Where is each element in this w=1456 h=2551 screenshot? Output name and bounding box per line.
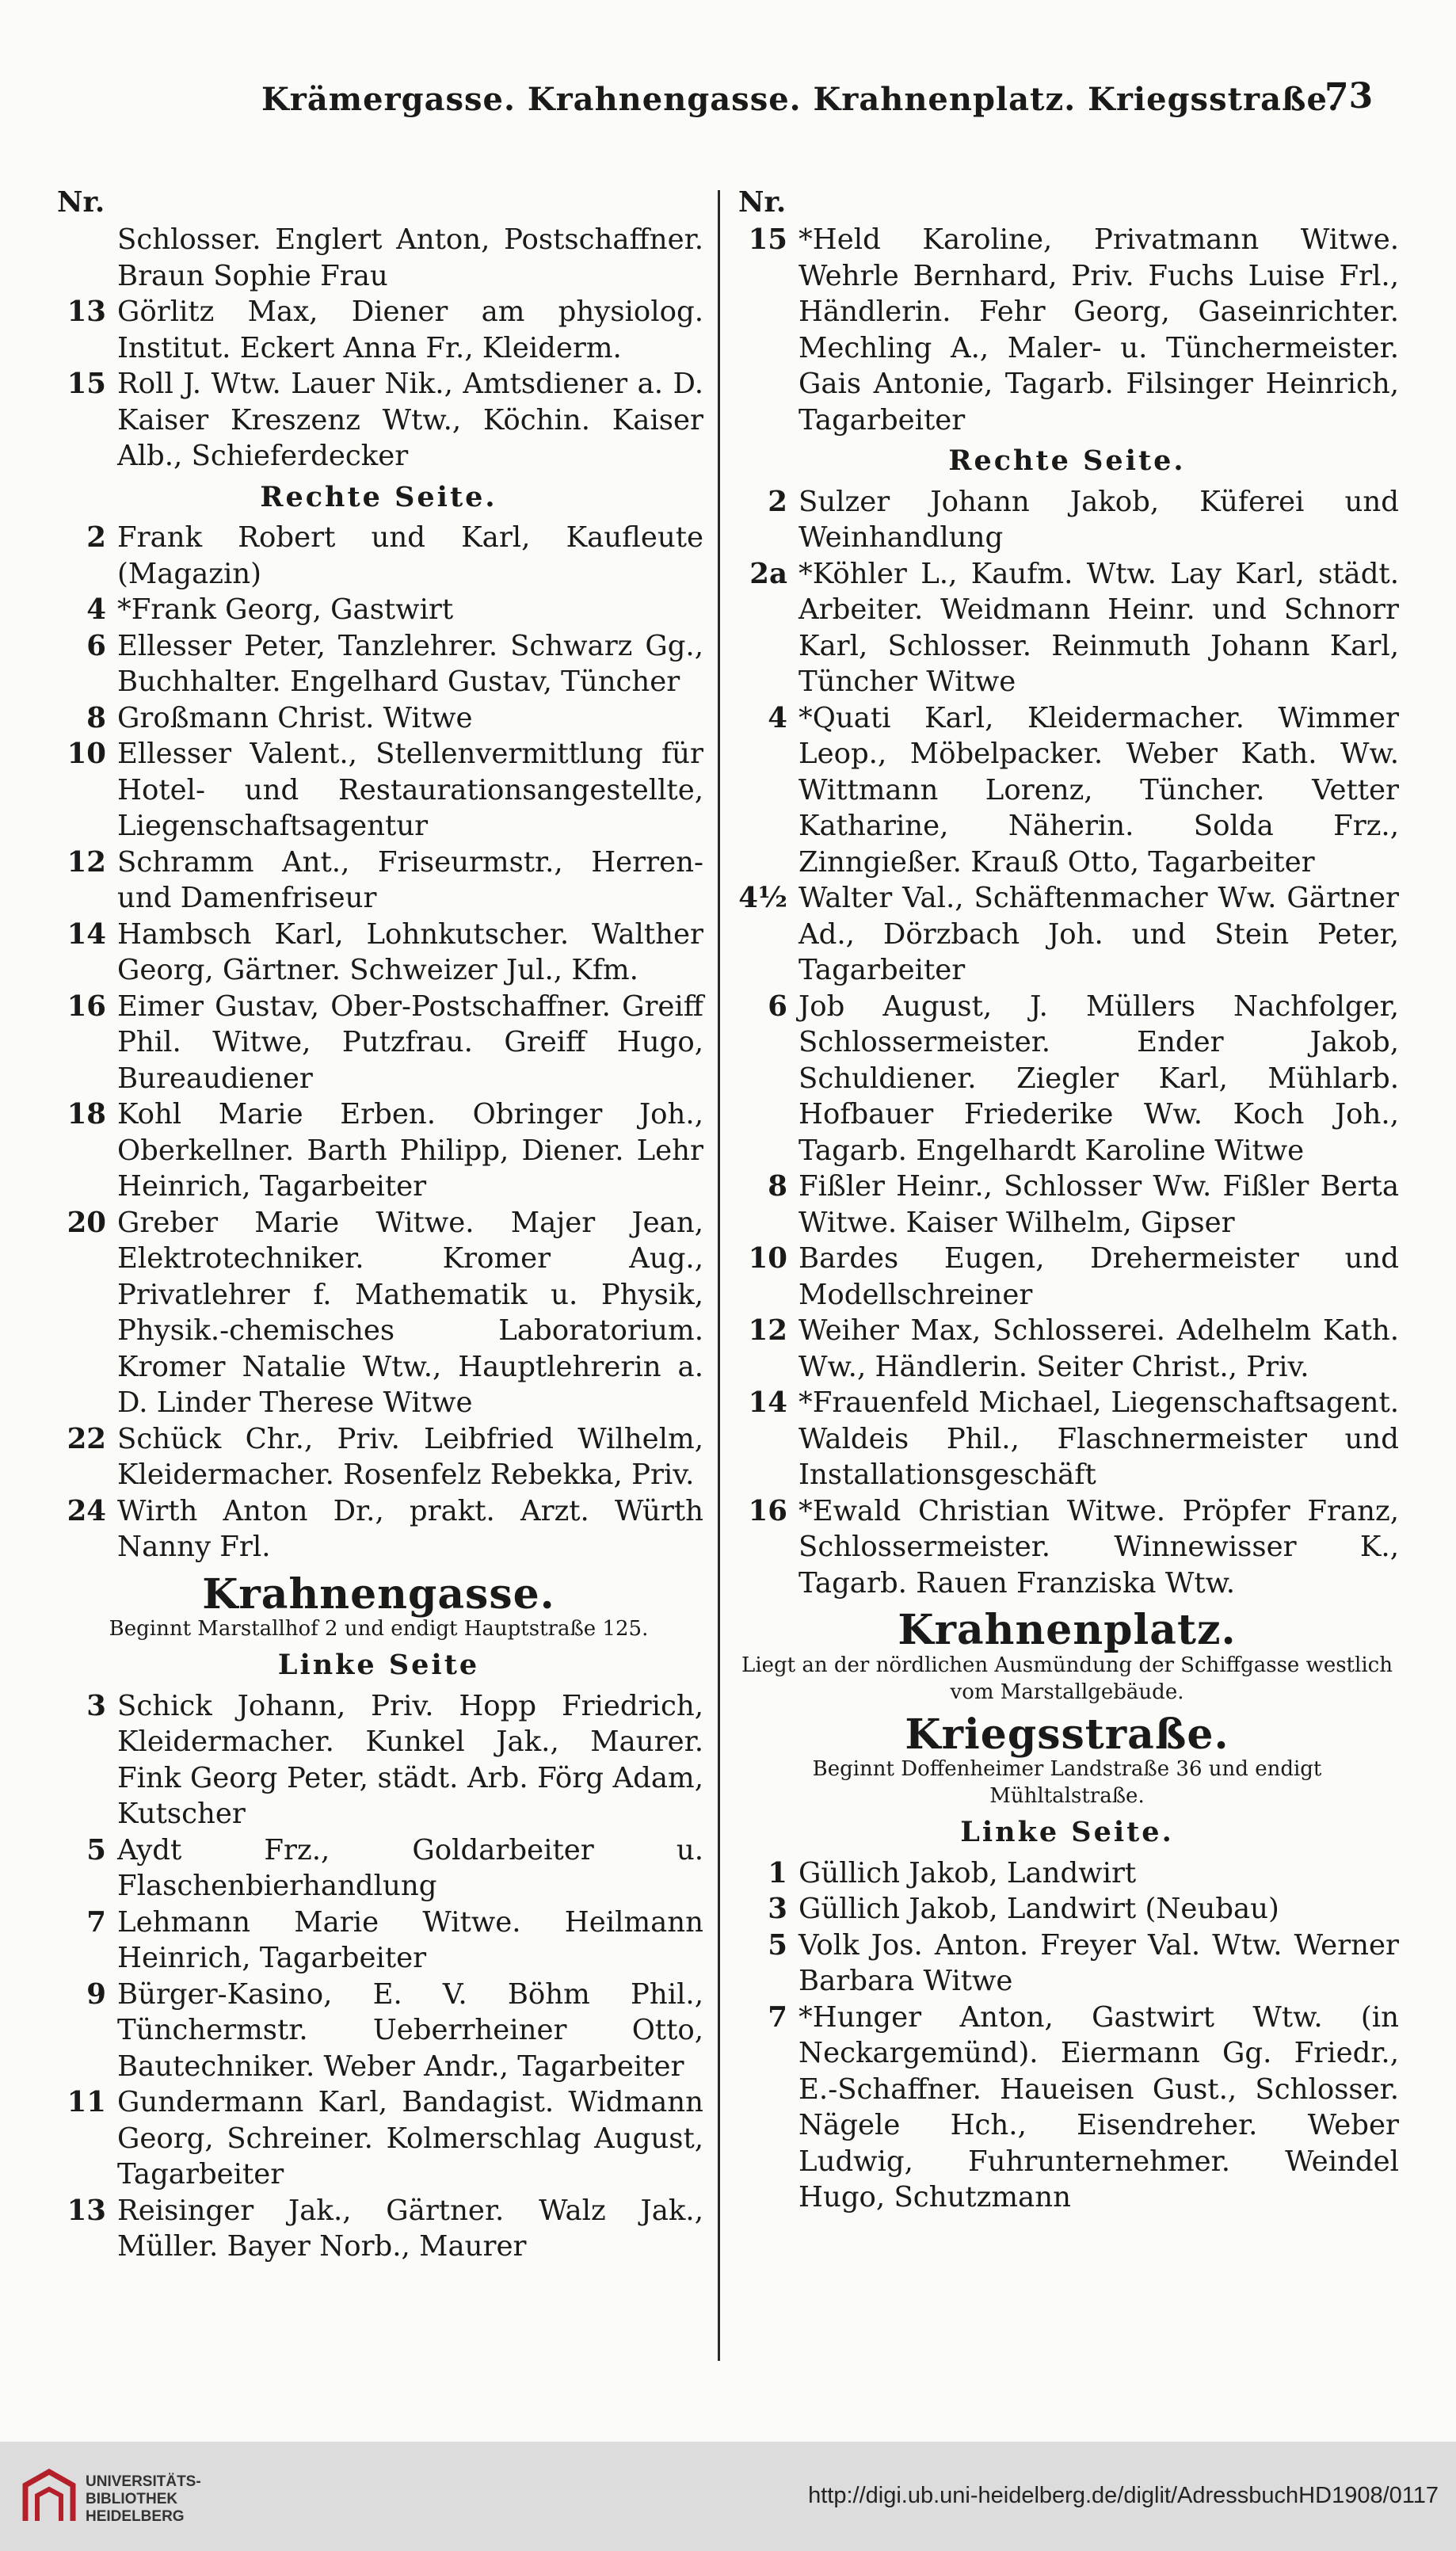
resident-text: *Frauenfeld Michael, Liegenschaftsagent. Waldeis Phil., Flaschnermeister und Installationsgeschäft — [799, 1386, 1399, 1491]
left-column — [54, 184, 703, 2265]
house-number: 3 — [86, 1689, 106, 1722]
house-number: 15 — [67, 368, 106, 400]
resident-text: *Ewald Christian Witwe. Pröpfer Franz, Schlossermeister. Winnewisser K., Tagarb. Rauen Franziska Wtw. — [799, 1494, 1399, 1600]
address-entry — [54, 366, 703, 475]
resident-text: Görlitz Max, Diener am physiolog. Institut. Eckert Anna Fr., Kleiderm. — [117, 296, 703, 364]
resident-text: Weiher Max, Schlosserei. Adelhelm Kath. Ww., Händlerin. Seiter Christ., Priv. — [799, 1314, 1399, 1383]
address-entry — [735, 1493, 1399, 1602]
address-entry — [735, 222, 1399, 438]
address-entry — [54, 1421, 703, 1493]
library-logo-text — [86, 2473, 201, 2526]
house-number: 24 — [67, 1494, 106, 1527]
address-entry — [735, 1241, 1399, 1313]
house-number: 6 — [86, 629, 106, 662]
address-entry — [735, 880, 1399, 989]
house-number: 18 — [67, 1098, 106, 1131]
address-entry — [54, 1688, 703, 1832]
house-number: 13 — [67, 296, 106, 328]
resident-text: Güllich Jakob, Landwirt (Neubau) — [799, 1893, 1279, 1925]
street-title: Krahnenplatz. — [898, 1606, 1237, 1654]
house-number: 4 — [86, 593, 106, 626]
resident-text: Hambsch Karl, Lohnkutscher. Walther Georg, Gärtner. Schweizer Jul., Kfm. — [117, 917, 703, 986]
logo-line: BIBLIOTHEK — [86, 2491, 178, 2507]
running-head: Krämergasse. Krahnengasse. Krahnenplatz. Kriegsstraße. — [261, 81, 1340, 118]
address-entry — [54, 1205, 703, 1421]
column-divider — [718, 190, 720, 2361]
resident-text: Bürger-Kasino, E. V. Böhm Phil., Tünchermstr. Ueberrheiner Otto, Bautechniker. Weber Andr., Tagarbeiter — [117, 1977, 703, 2083]
address-entry — [54, 1905, 703, 1977]
resident-text: Fißler Heinr., Schlosser Ww. Fißler Berta Witwe. Kaiser Wilhelm, Gipser — [799, 1170, 1399, 1239]
house-number: 7 — [86, 1905, 106, 1939]
house-number: 4½ — [738, 882, 787, 914]
resident-text: Frank Robert und Karl, Kaufleute (Magazin) — [117, 521, 703, 590]
library-logo-icon — [17, 2465, 81, 2529]
resident-text: *Hunger Anton, Gastwirt Wtw. (in Neckargemünd). Eiermann Gg. Friedr., E.-Schaffner. Haueisen Gust., Schlosser. Nägele Hch., Eisendreher. Weber Ludwig, Fuhrunternehmer. Weindel Hugo, Schutzmann — [799, 2000, 1399, 2214]
resident-text: Gundermann Karl, Bandagist. Widmann Georg, Schreiner. Kolmerschlag August, Tagarbeiter — [117, 2086, 703, 2191]
address-entry — [735, 989, 1399, 1169]
resident-text: Bardes Eugen, Drehermeister und Modellschreiner — [799, 1242, 1399, 1311]
side-label: Linke Seite — [277, 1649, 480, 1681]
address-entry — [735, 1169, 1399, 1241]
house-number: 10 — [748, 1242, 787, 1275]
address-entry — [735, 700, 1399, 881]
address-entry — [54, 294, 703, 366]
resident-text: Güllich Jakob, Landwirt — [799, 1856, 1137, 1889]
address-entry — [54, 989, 703, 1097]
entry-list — [54, 222, 703, 475]
resident-text: Ellesser Valent., Stellenvermittlung für Hotel- und Restaurationsangestellte, Liegenschaftsagentur — [117, 738, 703, 842]
address-entry — [54, 1832, 703, 1905]
house-number: 12 — [67, 845, 106, 879]
address-entry — [54, 2084, 703, 2193]
address-entry — [54, 736, 703, 845]
address-entry — [54, 845, 703, 917]
street-note: Liegt an der nördlichen Ausmündung der Schiffgasse westlich vom Marstallgebäude. — [741, 1653, 1393, 1704]
address-entry — [54, 222, 703, 294]
house-number: 11 — [67, 2086, 106, 2118]
page-header — [0, 76, 1456, 128]
street-title: Kriegsstraße. — [905, 1710, 1229, 1759]
resident-text: Aydt Frz., Goldarbeiter u. Flaschenbierhandlung — [117, 1833, 703, 1902]
resident-text: Ellesser Peter, Tanzlehrer. Schwarz Gg., Buchhalter. Engelhard Gustav, Tüncher — [117, 629, 703, 698]
house-number: 2 — [86, 521, 106, 554]
house-number: 15 — [748, 223, 787, 256]
resident-text: Job August, J. Müllers Nachfolger, Schlossermeister. Ender Jakob, Schuldiener. Ziegler Karl, Mühlarb. Hofbauer Friederike Ww. Koch Joh., Tagarb. Engelhardt Karoline Witwe — [799, 990, 1399, 1167]
house-number: 5 — [86, 1833, 106, 1867]
address-entry — [54, 1493, 703, 1565]
address-entry — [735, 1928, 1399, 2000]
entry-list — [54, 1688, 703, 2265]
resident-text: Eimer Gustav, Ober-Postschaffner. Greiff Phil. Witwe, Putzfrau. Greiff Hugo, Bureaudiener — [117, 990, 703, 1095]
street-note: Beginnt Marstallhof 2 und endigt Hauptstraße 125. — [109, 1617, 649, 1641]
side-label: Rechte Seite. — [948, 444, 1186, 477]
resident-text: Volk Jos. Anton. Freyer Val. Wtw. Werner Barbara Witwe — [799, 1928, 1399, 1997]
street-title: Krahnengasse. — [202, 1569, 555, 1619]
source-url-link[interactable]: http://digi.ub.uni-heidelberg.de/diglit/AdressbuchHD1908/0117 — [808, 2483, 1439, 2508]
house-number: 12 — [748, 1314, 787, 1347]
resident-text: *Frank Georg, Gastwirt — [117, 593, 454, 626]
address-entry — [54, 1977, 703, 2085]
house-number: 20 — [67, 1206, 106, 1239]
address-entry — [54, 628, 703, 700]
entry-list — [735, 222, 1399, 438]
resident-text: Schück Chr., Priv. Leibfried Wilhelm, Kleidermacher. Rosenfelz Rebekka, Priv. — [117, 1422, 703, 1491]
address-entry — [54, 700, 703, 737]
side-label: Linke Seite. — [960, 1816, 1174, 1848]
logo-line: UNIVERSITÄTS- — [86, 2473, 201, 2490]
house-number: 7 — [768, 2000, 787, 2034]
house-number: 10 — [67, 738, 106, 770]
house-number: 22 — [67, 1422, 106, 1455]
house-number: 1 — [768, 1856, 787, 1889]
house-number: 6 — [768, 990, 787, 1023]
resident-text: Kohl Marie Erben. Obringer Joh., Oberkellner. Barth Philipp, Diener. Lehr Heinrich, Tagarbeiter — [117, 1098, 703, 1203]
resident-text: Lehmann Marie Witwe. Heilmann Heinrich, Tagarbeiter — [117, 1905, 703, 1974]
resident-text: Reisinger Jak., Gärtner. Walz Jak., Müller. Bayer Norb., Maurer — [117, 2194, 703, 2263]
entry-list — [54, 520, 703, 1565]
resident-text: Greber Marie Witwe. Majer Jean, Elektrotechniker. Kromer Aug., Privatlehrer f. Mathematik u. Physik, Physik.-chemisches Laboratorium. Kromer Natalie Wtw., Hauptlehrerin a. D. Linder Therese Witwe — [117, 1206, 703, 1419]
house-number: 8 — [86, 701, 106, 734]
address-entry — [54, 592, 703, 628]
address-entry — [735, 484, 1399, 556]
resident-text: Roll J. Wtw. Lauer Nik., Amtsdiener a. D. Kaiser Kreszenz Wtw., Köchin. Kaiser Alb., Schieferdecker — [117, 368, 703, 472]
viewer-footer — [0, 2442, 1456, 2551]
address-entry — [735, 1855, 1399, 1892]
street-note: Beginnt Doffenheimer Landstraße 36 und endigt Mühltalstraße. — [812, 1757, 1322, 1808]
resident-text: Schick Johann, Priv. Hopp Friedrich, Kleidermacher. Kunkel Jak., Maurer. Fink Georg Peter, städt. Arb. Förg Adam, Kutscher — [117, 1689, 703, 1830]
address-entry — [54, 2193, 703, 2265]
address-entry — [54, 520, 703, 592]
resident-text: *Quati Karl, Kleidermacher. Wimmer Leop., Möbelpacker. Weber Kath. Ww. Wittmann Lorenz, Tüncher. Vetter Katharine, Näherin. Solda Frz., Zinngießer. Krauß Otto, Tagarbeiter — [799, 701, 1399, 879]
resident-text: *Held Karoline, Privatmann Witwe. Wehrle Bernhard, Priv. Fuchs Luise Frl., Händlerin. Fehr Georg, Gaseinrichter. Mechling A., Maler- u. Tünchermeister. Gais Antonie, Tagarb. Filsinger Heinrich, Tagarbeiter — [799, 223, 1399, 437]
house-number: 14 — [748, 1386, 787, 1419]
address-entry — [54, 1096, 703, 1205]
address-entry — [54, 917, 703, 989]
entry-list — [735, 1855, 1399, 2216]
house-number: 2a — [749, 557, 787, 590]
house-number: 3 — [768, 1893, 787, 1925]
resident-text: Großmann Christ. Witwe — [117, 701, 473, 734]
house-number: 5 — [768, 1928, 787, 1962]
address-entry — [735, 1385, 1399, 1493]
side-label: Rechte Seite. — [260, 480, 497, 513]
nr-label: Nr. — [57, 186, 105, 219]
resident-text: Schramm Ant., Friseurmstr., Herren- und Damenfriseur — [117, 845, 703, 914]
resident-text: Schlosser. Englert Anton, Postschaffner. Braun Sophie Frau — [117, 223, 703, 292]
house-number: 13 — [67, 2194, 106, 2227]
house-number: 14 — [67, 917, 106, 951]
resident-text: Walter Val., Schäftenmacher Ww. Gärtner Ad., Dörzbach Joh. und Stein Peter, Tagarbeiter — [799, 882, 1399, 986]
resident-text: Sulzer Johann Jakob, Küferei und Weinhandlung — [799, 485, 1399, 554]
nr-label: Nr. — [738, 186, 787, 219]
address-entry — [735, 2000, 1399, 2216]
house-number: 2 — [768, 485, 787, 518]
house-number: 16 — [67, 990, 106, 1023]
address-entry — [735, 1891, 1399, 1928]
page-number: 73 — [1325, 76, 1374, 116]
address-entry — [735, 1313, 1399, 1385]
house-number: 9 — [86, 1977, 106, 2011]
logo-line: HEIDELBERG — [86, 2508, 185, 2525]
house-number: 16 — [748, 1494, 787, 1527]
entry-list — [735, 484, 1399, 1602]
house-number: 8 — [768, 1170, 787, 1203]
resident-text: *Köhler L., Kaufm. Wtw. Lay Karl, städt. Arbeiter. Weidmann Heinr. und Schnorr Karl, Schlosser. Reinmuth Johann Karl, Tüncher Witwe — [799, 557, 1399, 698]
address-entry — [735, 556, 1399, 700]
house-number: 4 — [768, 701, 787, 734]
right-column — [735, 184, 1399, 2216]
resident-text: Wirth Anton Dr., prakt. Arzt. Würth Nanny Frl. — [117, 1494, 703, 1563]
